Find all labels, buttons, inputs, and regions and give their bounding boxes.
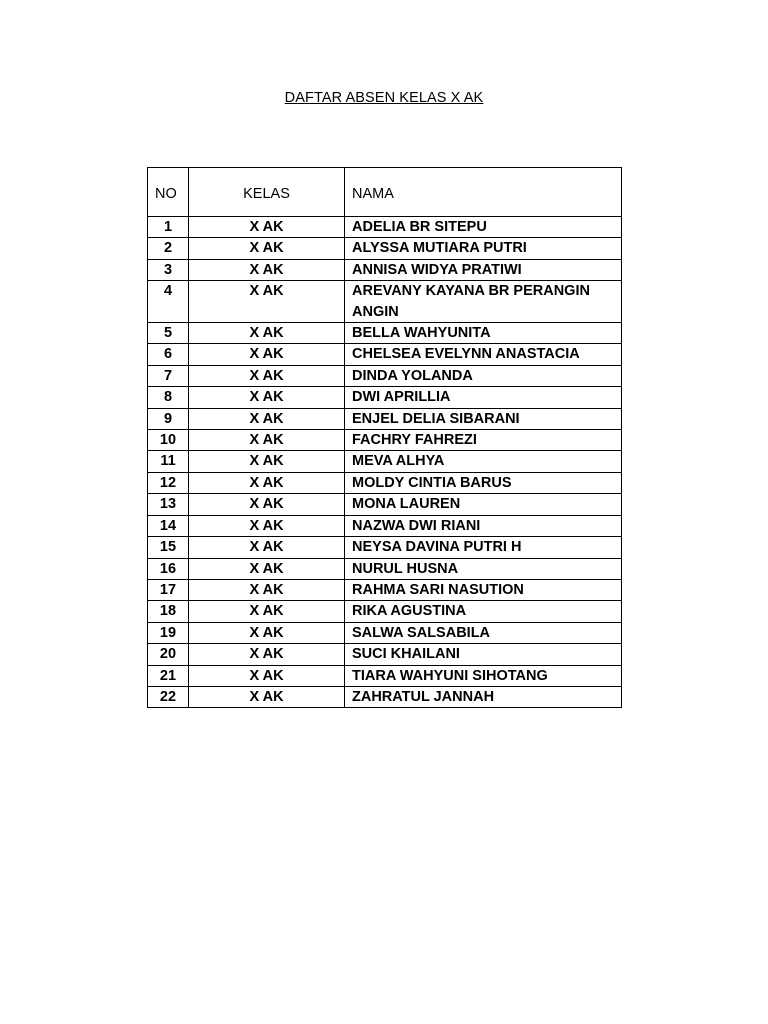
cell-kelas: X AK bbox=[189, 365, 345, 386]
cell-kelas: X AK bbox=[189, 281, 345, 323]
table-row bbox=[148, 472, 622, 493]
cell-kelas: X AK bbox=[189, 451, 345, 472]
table-row bbox=[148, 494, 622, 515]
page-title: DAFTAR ABSEN KELAS X AK bbox=[284, 90, 484, 106]
cell-kelas: X AK bbox=[189, 665, 345, 686]
cell-no: 1 bbox=[148, 217, 189, 238]
table-row bbox=[148, 323, 622, 344]
cell-no: 20 bbox=[148, 644, 189, 665]
cell-no: 10 bbox=[148, 430, 189, 451]
cell-no: 11 bbox=[148, 451, 189, 472]
cell-kelas: X AK bbox=[189, 494, 345, 515]
table-row bbox=[148, 259, 622, 280]
cell-nama: FACHRY FAHREZI bbox=[345, 430, 622, 451]
table-row bbox=[148, 408, 622, 429]
cell-kelas: X AK bbox=[189, 408, 345, 429]
cell-no: 2 bbox=[148, 238, 189, 259]
cell-nama: ADELIA BR SITEPU bbox=[345, 217, 622, 238]
cell-nama: ZAHRATUL JANNAH bbox=[345, 686, 622, 707]
cell-no: 3 bbox=[148, 259, 189, 280]
table-row bbox=[148, 430, 622, 451]
table-row bbox=[148, 217, 622, 238]
table-row bbox=[148, 238, 622, 259]
column-header-kelas: KELAS bbox=[189, 168, 345, 217]
cell-kelas: X AK bbox=[189, 644, 345, 665]
table-row bbox=[148, 665, 622, 686]
cell-kelas: X AK bbox=[189, 217, 345, 238]
cell-kelas: X AK bbox=[189, 558, 345, 579]
cell-no: 17 bbox=[148, 579, 189, 600]
cell-kelas: X AK bbox=[189, 344, 345, 365]
cell-nama: AREVANY KAYANA BR PERANGIN ANGIN bbox=[345, 281, 622, 323]
cell-no: 6 bbox=[148, 344, 189, 365]
table-row bbox=[148, 344, 622, 365]
cell-nama: SALWA SALSABILA bbox=[345, 622, 622, 643]
cell-nama: NEYSA DAVINA PUTRI H bbox=[345, 537, 622, 558]
attendance-table bbox=[147, 167, 622, 708]
table-row bbox=[148, 515, 622, 536]
table-row bbox=[148, 601, 622, 622]
cell-nama: DWI APRILLIA bbox=[345, 387, 622, 408]
table-row bbox=[148, 622, 622, 643]
table-row bbox=[148, 579, 622, 600]
cell-no: 13 bbox=[148, 494, 189, 515]
cell-nama: DINDA YOLANDA bbox=[345, 365, 622, 386]
cell-kelas: X AK bbox=[189, 515, 345, 536]
table-row bbox=[148, 686, 622, 707]
table-header-row bbox=[148, 168, 622, 217]
cell-nama: MEVA ALHYA bbox=[345, 451, 622, 472]
cell-kelas: X AK bbox=[189, 259, 345, 280]
cell-kelas: X AK bbox=[189, 622, 345, 643]
cell-kelas: X AK bbox=[189, 472, 345, 493]
cell-kelas: X AK bbox=[189, 686, 345, 707]
cell-kelas: X AK bbox=[189, 537, 345, 558]
cell-kelas: X AK bbox=[189, 323, 345, 344]
cell-nama: MONA LAUREN bbox=[345, 494, 622, 515]
cell-no: 14 bbox=[148, 515, 189, 536]
column-header-no: NO bbox=[148, 168, 189, 217]
cell-nama: TIARA WAHYUNI SIHOTANG bbox=[345, 665, 622, 686]
cell-nama: ENJEL DELIA SIBARANI bbox=[345, 408, 622, 429]
cell-no: 8 bbox=[148, 387, 189, 408]
table-row bbox=[148, 365, 622, 386]
cell-nama: NAZWA DWI RIANI bbox=[345, 515, 622, 536]
cell-no: 9 bbox=[148, 408, 189, 429]
cell-kelas: X AK bbox=[189, 238, 345, 259]
cell-no: 18 bbox=[148, 601, 189, 622]
table-row bbox=[148, 281, 622, 323]
table-row bbox=[148, 558, 622, 579]
cell-nama: CHELSEA EVELYNN ANASTACIA bbox=[345, 344, 622, 365]
cell-nama: RIKA AGUSTINA bbox=[345, 601, 622, 622]
cell-no: 19 bbox=[148, 622, 189, 643]
cell-nama: RAHMA SARI NASUTION bbox=[345, 579, 622, 600]
table-row bbox=[148, 387, 622, 408]
table-row bbox=[148, 451, 622, 472]
cell-nama: NURUL HUSNA bbox=[345, 558, 622, 579]
cell-kelas: X AK bbox=[189, 579, 345, 600]
cell-kelas: X AK bbox=[189, 430, 345, 451]
table-row bbox=[148, 644, 622, 665]
cell-no: 5 bbox=[148, 323, 189, 344]
cell-kelas: X AK bbox=[189, 601, 345, 622]
cell-nama: BELLA WAHYUNITA bbox=[345, 323, 622, 344]
column-header-nama: NAMA bbox=[345, 168, 622, 217]
cell-kelas: X AK bbox=[189, 387, 345, 408]
cell-nama: ALYSSA MUTIARA PUTRI bbox=[345, 238, 622, 259]
cell-no: 7 bbox=[148, 365, 189, 386]
cell-nama: SUCI KHAILANI bbox=[345, 644, 622, 665]
cell-nama: MOLDY CINTIA BARUS bbox=[345, 472, 622, 493]
cell-no: 21 bbox=[148, 665, 189, 686]
cell-nama: ANNISA WIDYA PRATIWI bbox=[345, 259, 622, 280]
cell-no: 4 bbox=[148, 281, 189, 323]
cell-no: 12 bbox=[148, 472, 189, 493]
cell-no: 22 bbox=[148, 686, 189, 707]
table-row bbox=[148, 537, 622, 558]
cell-no: 15 bbox=[148, 537, 189, 558]
cell-no: 16 bbox=[148, 558, 189, 579]
